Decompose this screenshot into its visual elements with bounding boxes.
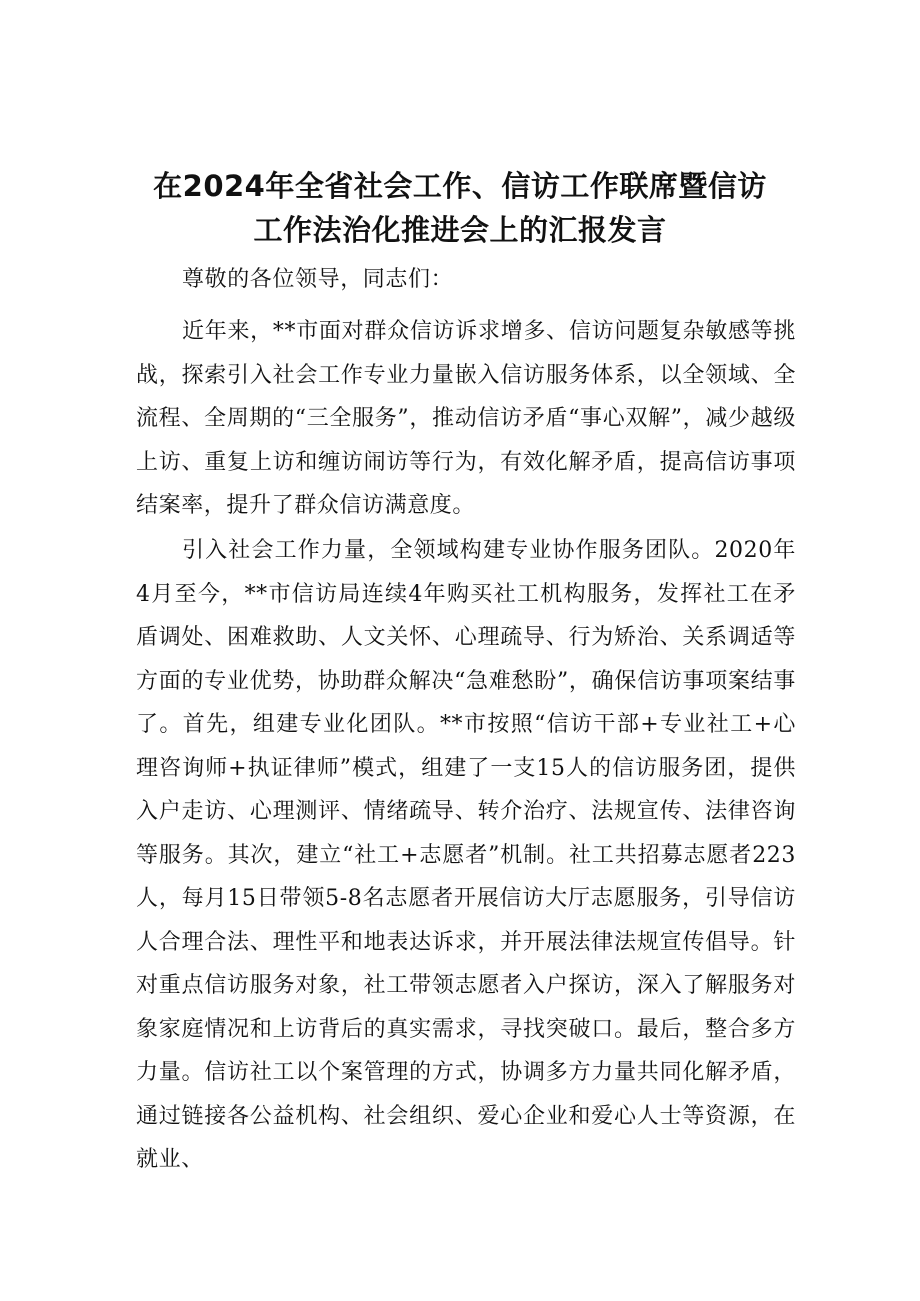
salutation: 尊敬的各位领导，同志们：	[182, 267, 454, 292]
document-title-line-1: 在2024年全省社会工作、信访工作联席暨信访	[153, 169, 767, 203]
paragraph-text: 近年来，**市面对群众信访诉求增多、信访问题复杂敏感等挑战，探索引入社会工作专业力量嵌入信访服务体系，以全领域、全流程、全周期的“三全服务”，推动信访矛盾“事心双解”，减少越级上访、重复上访和缠访闹访等行为，有效化解矛盾，提高信访事项结案率，提升了群众信访满意度。	[136, 319, 796, 518]
paragraph-text: 引入社会工作力量，全领域构建专业协作服务团队。2020年4月至今，**市信访局连续4年购买社工机构服务，发挥社工在矛盾调处、困难救助、人文关怀、心理疏导、行为矫治、关系调适等方面的专业优势，协助群众解决“急难愁盼”，确保信访事项案结事了。首先，组建专业化团队。**市按照“信访干部+专业社工+心理咨询师+执证律师”模式，组建了一支15人的信访服务团，提供入户走访、心理测评、情绪疏导、转介治疗、法规宣传、法律咨询等服务。其次，建立“社工+志愿者”机制。社工共招募志愿者223人，每月15日带领5-8名志愿者开展信访大厅志愿服务，引导信访人合理合法、理性平和地表达诉求，并开展法律法规宣传倡导。针对重点信访服务对象，社工带领志愿者入户探访，深入了解服务对象家庭情况和上访背后的真实需求，寻找突破口。最后，整合多方力量。信访社工以个案管理的方式，协调多方力量共同化解矛盾，通过链接各公益机构、社会组织、爱心企业和爱心人士等资源，在就业、	[136, 538, 796, 1172]
body-paragraph-2	[136, 529, 796, 1182]
document-title-line-2: 工作法治化推进会上的汇报发言	[253, 213, 667, 247]
body-paragraph-1	[136, 310, 796, 528]
